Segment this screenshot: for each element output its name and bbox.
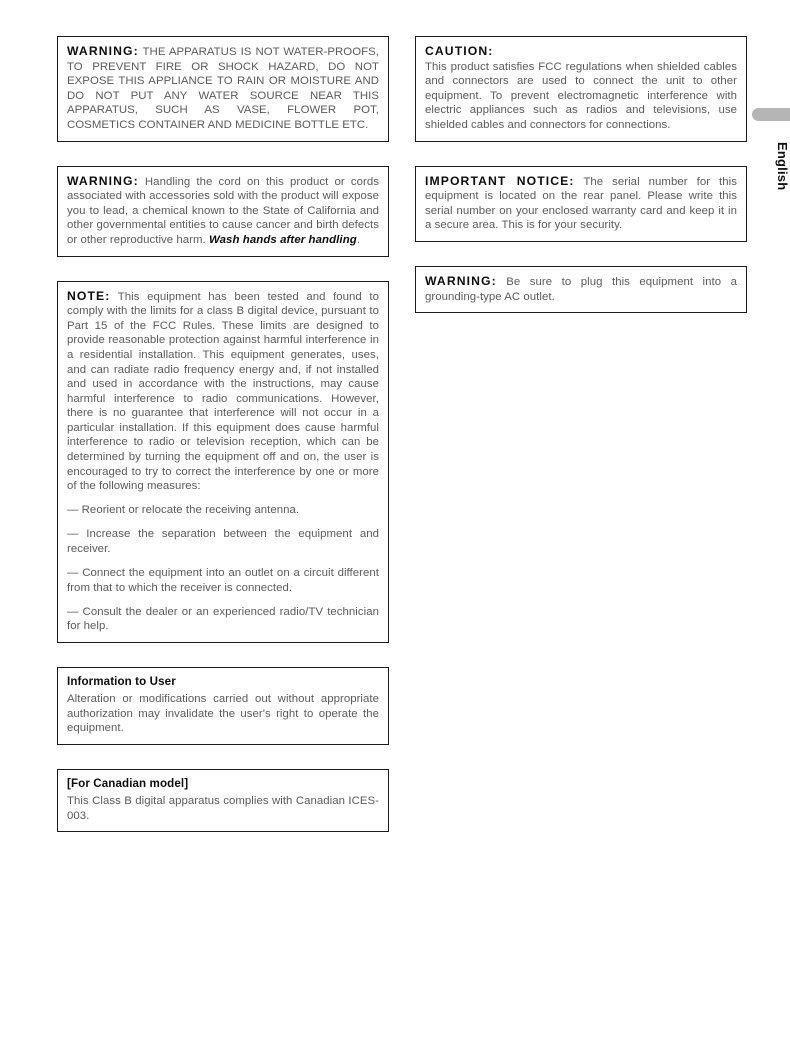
caution-fcc-paragraph <box>425 44 737 133</box>
canadian-model-header: [For Canadian model] <box>67 776 189 790</box>
important-notice-header: IMPORTANT NOTICE: <box>425 173 575 188</box>
note-fcc-header: NOTE: <box>67 288 111 303</box>
important-notice-box <box>415 166 747 242</box>
warning-water-box <box>57 36 389 142</box>
language-tab <box>752 108 790 208</box>
note-fcc-measure-3: — Connect the equipment into an outlet on a circuit different from that to which the receiver is connected. <box>67 567 379 594</box>
note-fcc-measure-4: — Consult the dealer or an experienced radio/TV technician for help. <box>67 605 379 633</box>
information-to-user-paragraph <box>67 675 379 736</box>
right-column <box>415 36 747 337</box>
warning-cord-body-tail: . <box>356 233 361 246</box>
caution-fcc-header: CAUTION: <box>425 44 494 58</box>
warning-grounding-paragraph <box>425 274 737 304</box>
note-fcc-body: This equipment has been tested and found to comply with the limits for a class B digital device, pursuant to Part 15 of the FCC Rules. These limits are designed to provide reasonable protection against harmful interference in a residential installation. This equipment generates, uses, and can radiate radio frequency energy and, if not installed and used in accordance with the instructions, may cause harmful interference to radio communications. However, there is no guarantee that interference will not occur in a particular installation. If this equipment does cause harmful interference to radio or television reception, which can be determined by turning the equipment off and on, the user is encouraged to try to correct the interference by one or more of the following measures: <box>67 290 379 493</box>
warning-cord-box <box>57 166 389 257</box>
language-tab-label: English <box>775 141 790 191</box>
warning-grounding-header: WARNING: <box>425 273 497 288</box>
caution-fcc-body: This product satisfies FCC regulations when shielded cables and connectors are used to connect the unit to other equipment. To prevent electromagnetic interference with electric appliances such as radios and televisions, use shielded cables and connectors for connections. <box>425 60 737 131</box>
note-fcc-paragraph <box>67 289 379 494</box>
warning-cord-emphasis: Wash hands after handling <box>208 233 357 246</box>
warning-water-body: THE APPARATUS IS NOT WATER-PROOFS, TO PREVENT FIRE OR SHOCK HAZARD, DO NOT EXPOSE THIS APPLIANCE TO RAIN OR MOISTURE AND DO NOT PUT ANY WATER SOURCE NEAR THIS APPARATUS, SUCH AS VASE, FLOWER POT, COSMETICS CONTAINER AND MEDICINE BOTTLE ETC. <box>67 46 379 131</box>
left-column <box>57 36 389 856</box>
canadian-model-body: This Class B digital apparatus complies with Canadian ICES-003. <box>67 794 379 822</box>
warning-water-header: WARNING: <box>67 44 139 58</box>
note-fcc-measure-1: — Reorient or relocate the receiving antenna. <box>67 504 300 517</box>
warning-cord-paragraph <box>67 174 379 248</box>
warning-cord-body: Handling the cord on this product or cords associated with accessories sold with the product will expose you to lead, a chemical known to the State of California and other governmental entities to cause cancer and birth defects or other reproductive harm. <box>67 175 379 246</box>
warning-cord-header: WARNING: <box>67 173 139 188</box>
warning-water-paragraph <box>67 44 379 133</box>
caution-fcc-box <box>415 36 747 142</box>
information-to-user-body: Alteration or modifications carried out without appropriate authorization may invalidate the user's right to operate the equipment. <box>67 693 379 735</box>
canadian-model-paragraph <box>67 777 379 823</box>
note-fcc-box <box>57 281 389 643</box>
information-to-user-box <box>57 667 389 745</box>
canadian-model-box <box>57 769 389 832</box>
information-to-user-header: Information to User <box>67 675 176 688</box>
important-notice-body: The serial number for this equipment is located on the rear panel. Please write this serial number on your enclosed warranty card and keep it in a secure area. This is for your security. <box>425 175 737 232</box>
warning-grounding-box <box>415 266 747 313</box>
note-fcc-measure-2: — Increase the separation between the equipment and receiver. <box>67 528 379 556</box>
language-tab-bar <box>752 108 790 121</box>
warning-grounding-body: Be sure to plug this equipment into a grounding-type AC outlet. <box>425 275 737 303</box>
important-notice-paragraph <box>425 174 737 233</box>
